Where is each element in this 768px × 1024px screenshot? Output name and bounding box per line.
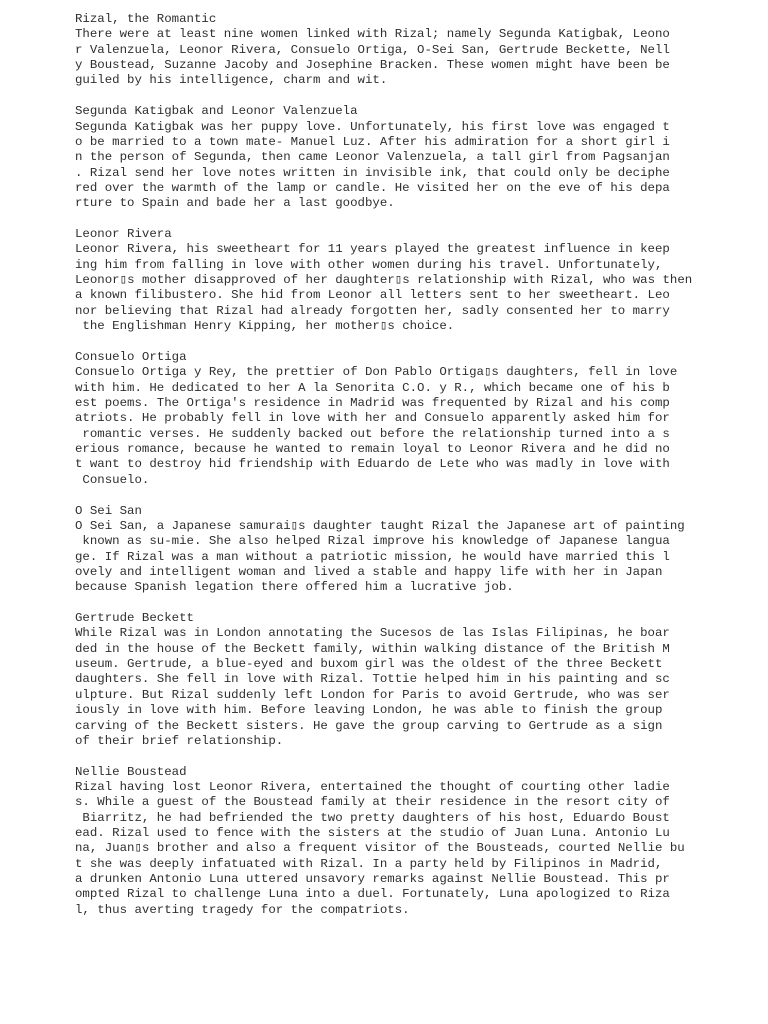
section-line: ovely and intelligent woman and lived a stable and happy life with her in Japan <box>75 564 663 579</box>
section-line: While Rizal was in London annotating the Sucesos de las Islas Filipinas, he boar <box>75 626 670 641</box>
section-leonor-rivera <box>75 227 755 335</box>
intro-block <box>75 12 755 89</box>
section-gertrude-beckett <box>75 611 755 749</box>
section-heading: Gertrude Beckett <box>75 611 194 626</box>
section-line: ead. Rizal used to fence with the sisters at the studio of Juan Luna. Antonio Lu <box>75 826 670 841</box>
section-line: Segunda Katigbak was her puppy love. Unfortunately, his first love was engaged t <box>75 119 670 134</box>
section-line: iously in love with him. Before leaving London, he was able to finish the group <box>75 703 663 718</box>
section-line: a drunken Antonio Luna uttered unsavory remarks against Nellie Boustead. This pr <box>75 872 670 887</box>
section-heading: Segunda Katigbak and Leonor Valenzuela <box>75 104 358 119</box>
section-line: est poems. The Ortiga's residence in Madrid was frequented by Rizal and his comp <box>75 395 670 410</box>
section-line: ge. If Rizal was a man without a patriotic mission, he would have married this l <box>75 549 670 564</box>
section-heading: O Sei San <box>75 503 142 518</box>
section-line: red over the warmth of the lamp or candle. He visited her on the eve of his depa <box>75 180 670 195</box>
section-line: known as su-mie. She also helped Rizal improve his knowledge of Japanese langua <box>75 534 670 549</box>
section-segunda-leonor-valenzuela <box>75 104 755 212</box>
section-line: . Rizal send her love notes written in invisible ink, that could only be deciphe <box>75 165 670 180</box>
section-line: s. While a guest of the Boustead family at their residence in the resort city of <box>75 795 670 810</box>
section-line: of their brief relationship. <box>75 733 284 748</box>
section-line: ded in the house of the Beckett family, within walking distance of the British M <box>75 641 670 656</box>
section-line: ing him from falling in love with other women during his travel. Unfortunately, <box>75 257 663 272</box>
section-line: t she was deeply infatuated with Rizal. In a party held by Filipinos in Madrid, <box>75 856 663 871</box>
section-line: O Sei San, a Japanese samurai▯s daughter taught Rizal the Japanese art of painting <box>75 518 685 533</box>
section-line: ulpture. But Rizal suddenly left London for Paris to avoid Gertrude, who was ser <box>75 687 670 702</box>
section-heading: Leonor Rivera <box>75 227 172 242</box>
section-heading: Consuelo Ortiga <box>75 349 187 364</box>
section-line: carving of the Beckett sisters. He gave the group carving to Gertrude as a sign <box>75 718 663 733</box>
section-line: ompted Rizal to challenge Luna into a duel. Fortunately, Luna apologized to Riza <box>75 887 670 902</box>
document-title: Rizal, the Romantic <box>75 12 217 26</box>
section-consuelo-ortiga <box>75 350 755 488</box>
section-line: Leonor▯s mother disapproved of her daughter▯s relationship with Rizal, who was then <box>75 273 693 288</box>
intro-line: y Boustead, Suzanne Jacoby and Josephine Bracken. These women might have been be <box>75 58 670 73</box>
section-line: because Spanish legation there offered him a lucrative job. <box>75 580 514 595</box>
section-line: the Englishman Henry Kipping, her mother▯s choice. <box>75 319 455 334</box>
section-line: Rizal having lost Leonor Rivera, entertained the thought of courting other ladie <box>75 779 670 794</box>
section-line: romantic verses. He suddenly backed out before the relationship turned into a s <box>75 426 670 441</box>
section-line: Leonor Rivera, his sweetheart for 11 years played the greatest influence in keep <box>75 242 670 257</box>
section-line: o be married to a town mate- Manuel Luz. After his admiration for a short girl i <box>75 134 670 149</box>
document-page <box>75 12 755 918</box>
section-line: daughters. She fell in love with Rizal. Tottie helped him in his painting and sc <box>75 672 670 687</box>
section-line: na, Juan▯s brother and also a frequent visitor of the Bousteads, courted Nellie bu <box>75 841 685 856</box>
section-line: l, thus averting tragedy for the compatriots. <box>75 902 410 917</box>
section-line: with him. He dedicated to her A la Senorita C.O. y R., which became one of his b <box>75 380 670 395</box>
section-nellie-boustead <box>75 765 755 919</box>
section-line: n the person of Segunda, then came Leonor Valenzuela, a tall girl from Pagsanjan <box>75 150 670 165</box>
section-line: Consuelo Ortiga y Rey, the prettier of Don Pablo Ortiga▯s daughters, fell in love <box>75 365 678 380</box>
section-heading: Nellie Boustead <box>75 764 187 779</box>
section-line: useum. Gertrude, a blue-eyed and buxom girl was the oldest of the three Beckett <box>75 657 663 672</box>
section-line: atriots. He probably fell in love with her and Consuelo apparently asked him for <box>75 411 670 426</box>
section-line: t want to destroy hid friendship with Eduardo de Lete who was madly in love with <box>75 457 670 472</box>
section-line: erious romance, because he wanted to remain loyal to Leonor Rivera and he did no <box>75 442 670 457</box>
intro-line: guiled by his intelligence, charm and wit. <box>75 73 388 88</box>
section-line: Biarritz, he had befriended the two pretty daughters of his host, Eduardo Boust <box>75 810 670 825</box>
section-line: Consuelo. <box>75 472 150 487</box>
intro-line: r Valenzuela, Leonor Rivera, Consuelo Ortiga, O-Sei San, Gertrude Beckette, Nell <box>75 42 670 57</box>
intro-line: There were at least nine women linked with Rizal; namely Segunda Katigbak, Leono <box>75 27 670 42</box>
section-line: nor believing that Rizal had already forgotten her, sadly consented her to marry <box>75 303 670 318</box>
section-o-sei-san <box>75 504 755 596</box>
section-line: a known filibustero. She hid from Leonor all letters sent to her sweetheart. Leo <box>75 288 670 303</box>
section-line: rture to Spain and bade her a last goodbye. <box>75 196 395 211</box>
